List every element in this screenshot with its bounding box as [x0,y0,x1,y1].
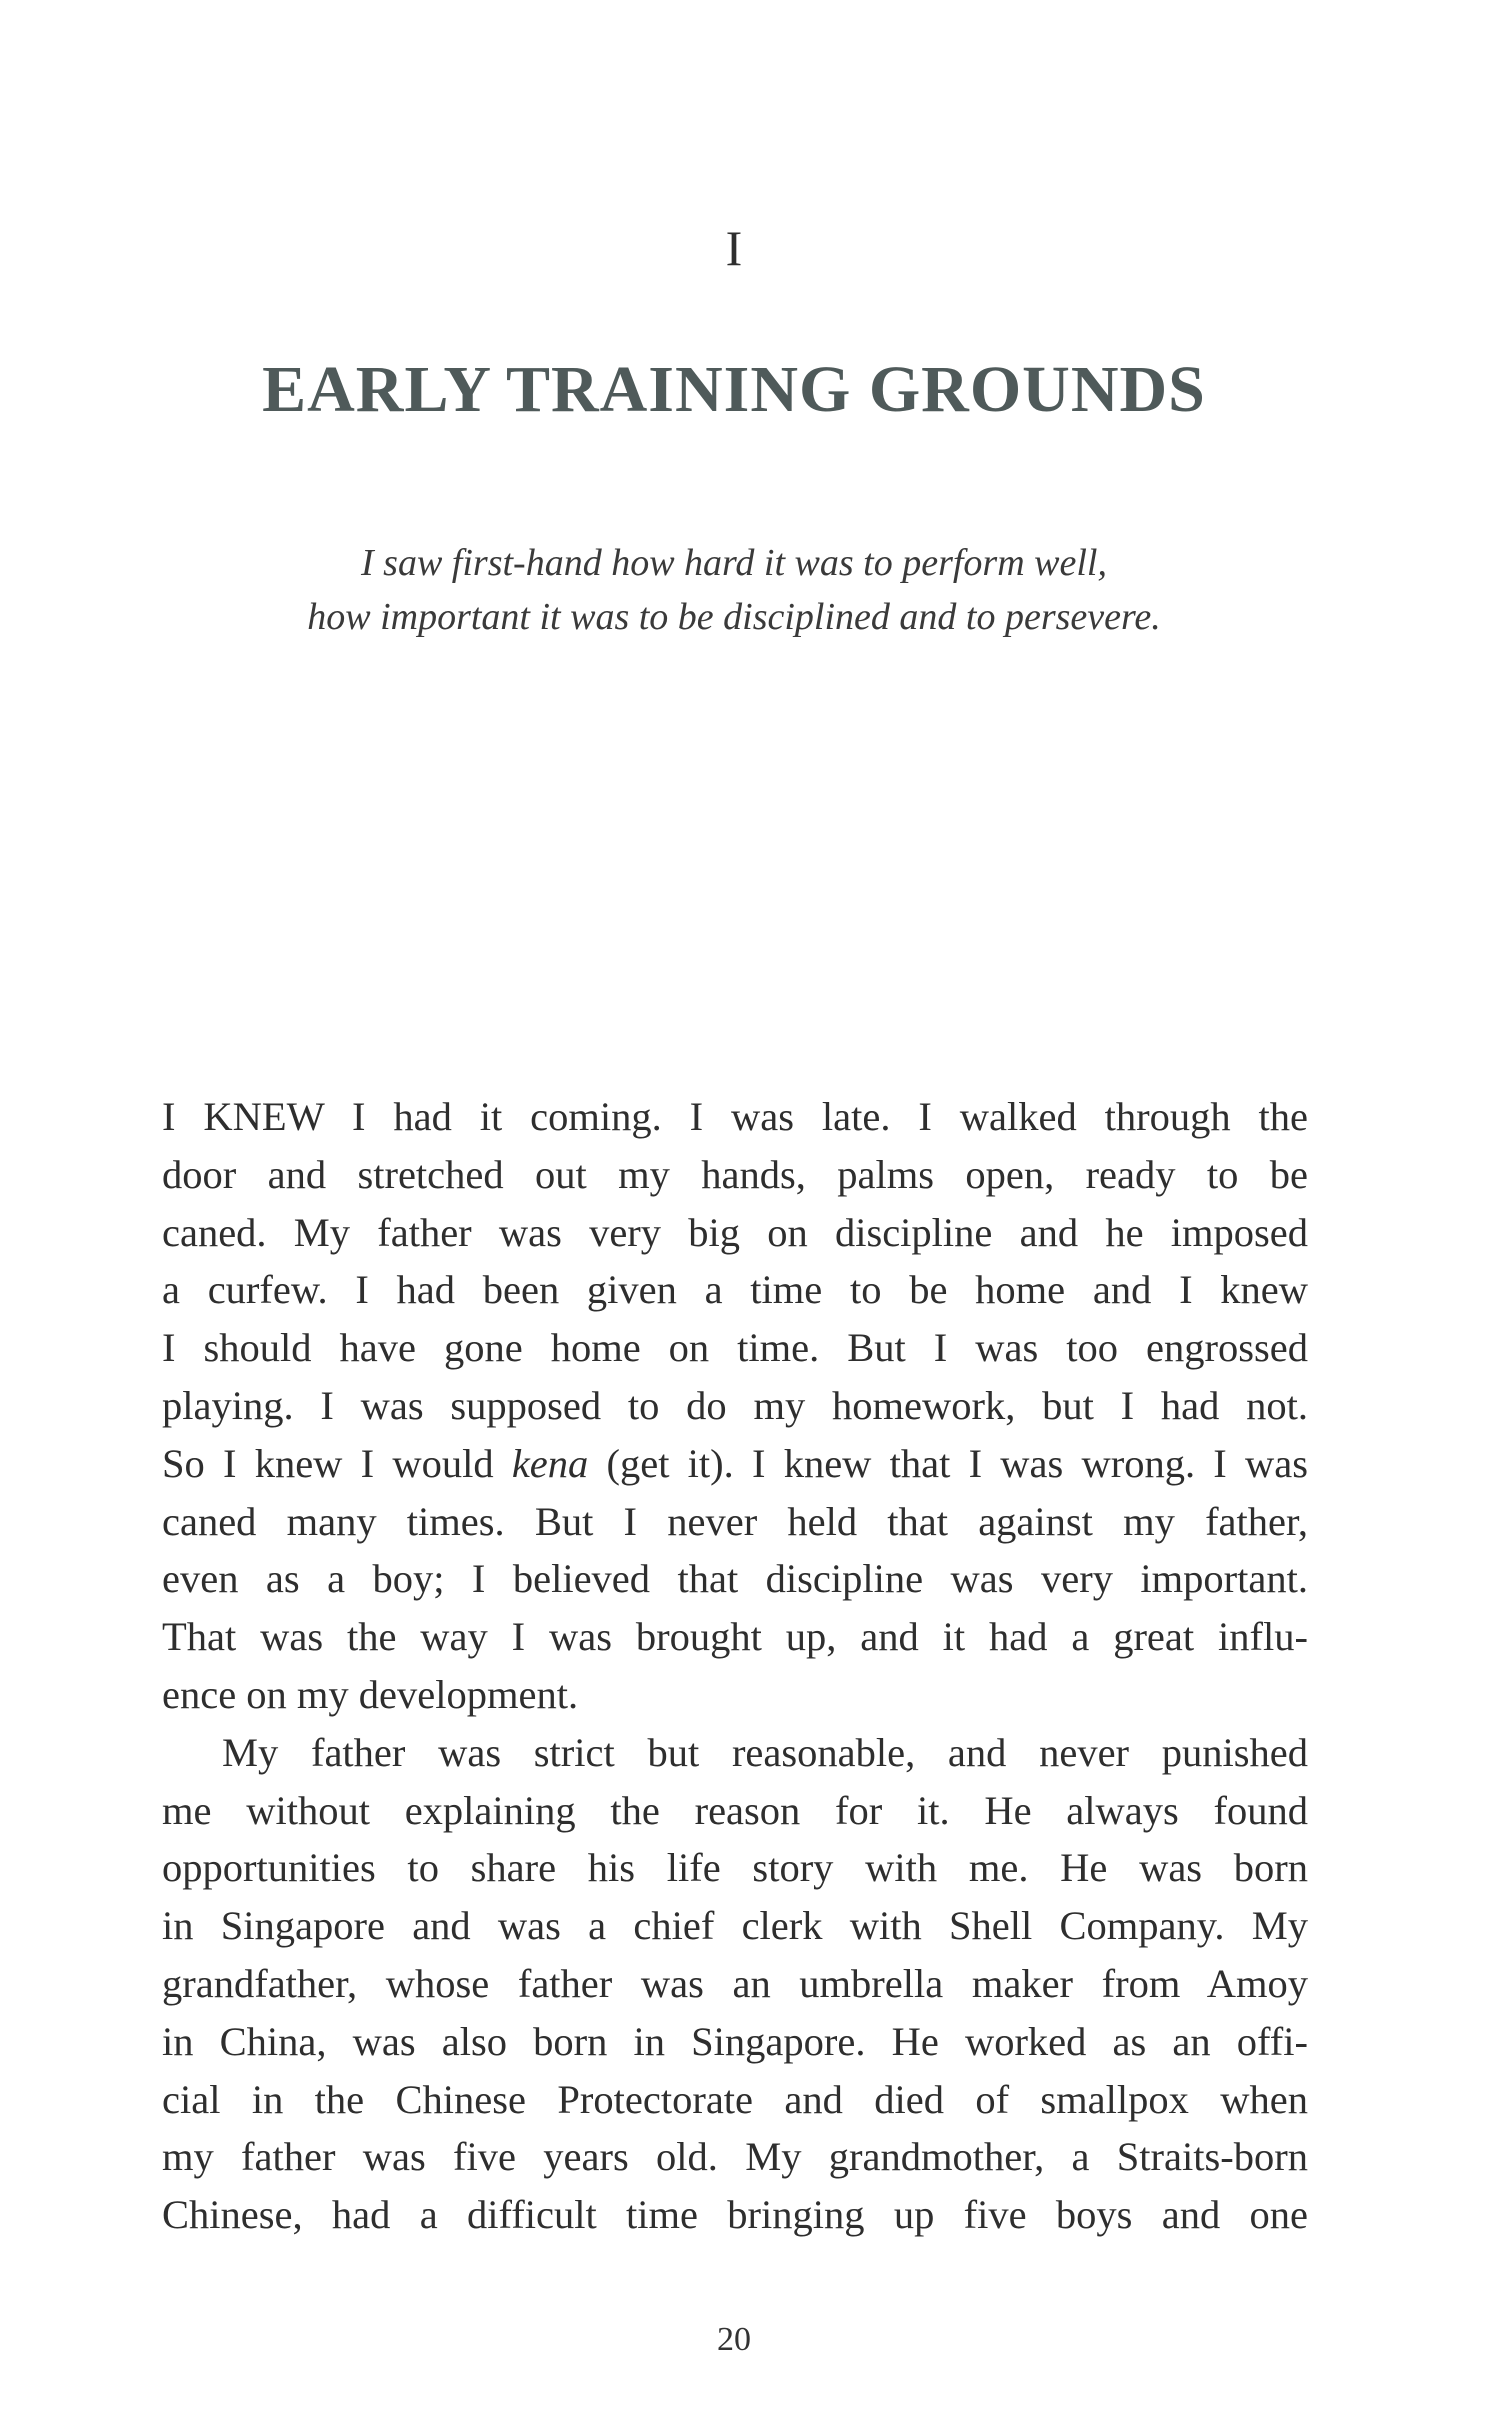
text-line: I should have gone home on time. But I was too engrossed [162,1325,1308,1371]
epigraph-line: I saw first-hand how hard it was to perform well, [361,542,1107,584]
text-line: Chinese, had a difficult time bringing up five boys and one [162,2192,1308,2238]
text-line: door and stretched out my hands, palms open, ready to be [162,1151,1308,1197]
text-line [162,1435,1308,1493]
text-line: ence on my development. [162,1671,579,1717]
epigraph [0,536,1468,644]
text-line: grandfather, whose father was an umbrella maker from Amoy [162,1960,1308,2006]
text-line: opportunities to share his life story with me. He was born [162,1845,1308,1891]
text-line: a curfew. I had been given a time to be home and I knew [162,1267,1308,1313]
text-line: in China, was also born in Singapore. He worked as an offi- [162,2018,1308,2064]
text-line: caned. My father was very big on discipline and he imposed [162,1209,1308,1255]
text-segment: (get it). I knew that I was wrong. I was [588,1440,1308,1486]
paragraph-2 [162,1724,1308,2244]
paragraph-1 [162,1088,1308,1724]
text-line: I KNEW I had it coming. I was late. I walked through the [162,1094,1308,1139]
text-line: cial in the Chinese Protectorate and died of smallpox when [162,2076,1308,2122]
chapter-number: I [725,220,743,276]
chapter-title: EARLY TRAINING GROUNDS [262,353,1206,426]
epigraph-line: how important it was to be disciplined and to persevere. [307,596,1161,638]
text-line: my father was five years old. My grandmother, a Straits-born [162,2134,1308,2180]
text-line: caned many times. But I never held that against my father, [162,1498,1308,1544]
text-line: in Singapore and was a chief clerk with Shell Company. My [162,1903,1308,1949]
text-line: playing. I was supposed to do my homework, but I had not. [162,1382,1308,1428]
text-line: me without explaining the reason for it. He always found [162,1787,1308,1833]
page-number: 20 [717,2321,751,2358]
italic-word: kena [511,1440,589,1486]
body-text [162,1088,1308,2244]
text-segment: So I knew I would [162,1440,512,1486]
text-line: That was the way I was brought up, and it had a great influ- [162,1614,1308,1660]
text-line: My father was strict but reasonable, and never punished [222,1729,1308,1775]
text-line: even as a boy; I believed that discipline was very important. [162,1556,1308,1602]
